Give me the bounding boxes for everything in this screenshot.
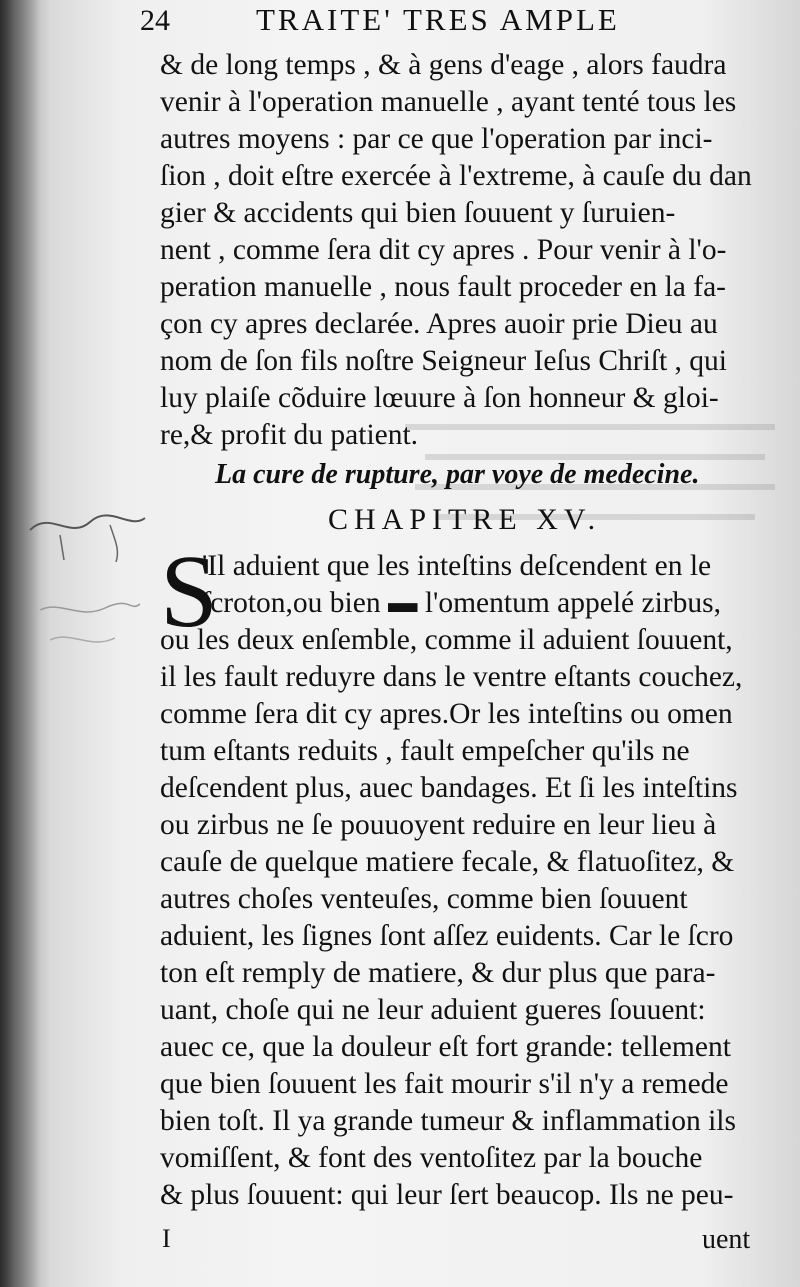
text-line: ſion , doit eſtre exercée à l'extreme, à cauſe du dan	[160, 160, 752, 192]
text-line: luy plaiſe cõduire lœuure à ſon honneur & gloi-	[160, 382, 719, 414]
text-line: aduient, les ſignes ſont aſſez euidents. Car le ſcro	[160, 920, 734, 952]
text-line: tum eſtants reduits , fault empeſcher qu'ils ne	[160, 735, 690, 767]
text-line: ſcroton,ou bien ▬ l'omentum appelé zirbus,	[202, 587, 721, 619]
page-header	[140, 0, 780, 44]
text-line: re,& profit du patient.	[160, 419, 419, 451]
text-line: & plus ſouuent: qui leur ſert beaucop. Ils ne peu-	[160, 1179, 734, 1211]
text-line: auec ce, que la douleur eſt fort grande: tellement	[160, 1031, 731, 1063]
text-line: comme ſera dit cy apres.Or les inteſtins ou omen	[160, 698, 733, 730]
text-line: autres choſes venteuſes, comme bien ſouuent	[160, 883, 688, 915]
text-line: çon cy apres declarée. Apres auoir prie Dieu au	[160, 308, 718, 340]
handwritten-margin-note	[20, 500, 150, 680]
text-line: ou les deux enſemble, comme il aduient ſouuent,	[160, 624, 733, 656]
text-line: deſcendent plus, auec bandages. Et ſi les inteſtins	[160, 772, 738, 804]
text-line: gier & accidents qui bien ſouuent y ſuruien-	[160, 197, 676, 229]
text-line: ou zirbus ne ſe pouuoyent reduire en leur lieu à	[160, 809, 717, 841]
text-line: vomiſſent, & font des ventoſitez par la bouche	[160, 1142, 703, 1174]
text-line: autres moyens : par ce que l'operation par inci-	[160, 123, 713, 155]
text-line: 'Il aduient que les inteſtins deſcendent en le	[202, 550, 712, 582]
text-line: bien toſt. Il ya grande tumeur & inflammation ils	[160, 1105, 736, 1137]
page-number: 24	[140, 4, 170, 37]
signature-mark: I	[162, 1224, 171, 1253]
text-line: venir à l'operation manuelle , ayant tenté tous les	[160, 86, 737, 118]
section-heading: La cure de rupture, par voye de medecine.	[215, 459, 700, 490]
text-line: il les fault reduyre dans le ventre eſtants couchez,	[160, 661, 743, 693]
chapter-heading: CHAPITRE XV.	[328, 503, 602, 536]
text-line: uant, choſe qui ne leur aduient gueres ſouuent:	[160, 994, 706, 1026]
running-title: TRAITE' TRES AMPLE	[256, 2, 620, 37]
text-line: que bien ſouuent les fait mourir s'il n'y a remede	[160, 1068, 729, 1100]
catchword: uent	[702, 1224, 751, 1255]
text-line: & de long temps , & à gens d'eage , alors faudra	[160, 49, 727, 81]
text-line: nom de ſon fils noſtre Seigneur Ieſus Chriſt , qui	[160, 345, 727, 377]
text-line: ton eſt remply de matiere, & dur plus que para-	[160, 957, 716, 989]
text-line: cauſe de quelque matiere fecale, & flatuoſitez, &	[160, 846, 735, 878]
drop-cap: S	[160, 534, 218, 649]
text-line: nent , comme ſera dit cy apres . Pour venir à l'o-	[160, 234, 727, 266]
text-line: peration manuelle , nous fault proceder en la fa-	[160, 271, 726, 303]
